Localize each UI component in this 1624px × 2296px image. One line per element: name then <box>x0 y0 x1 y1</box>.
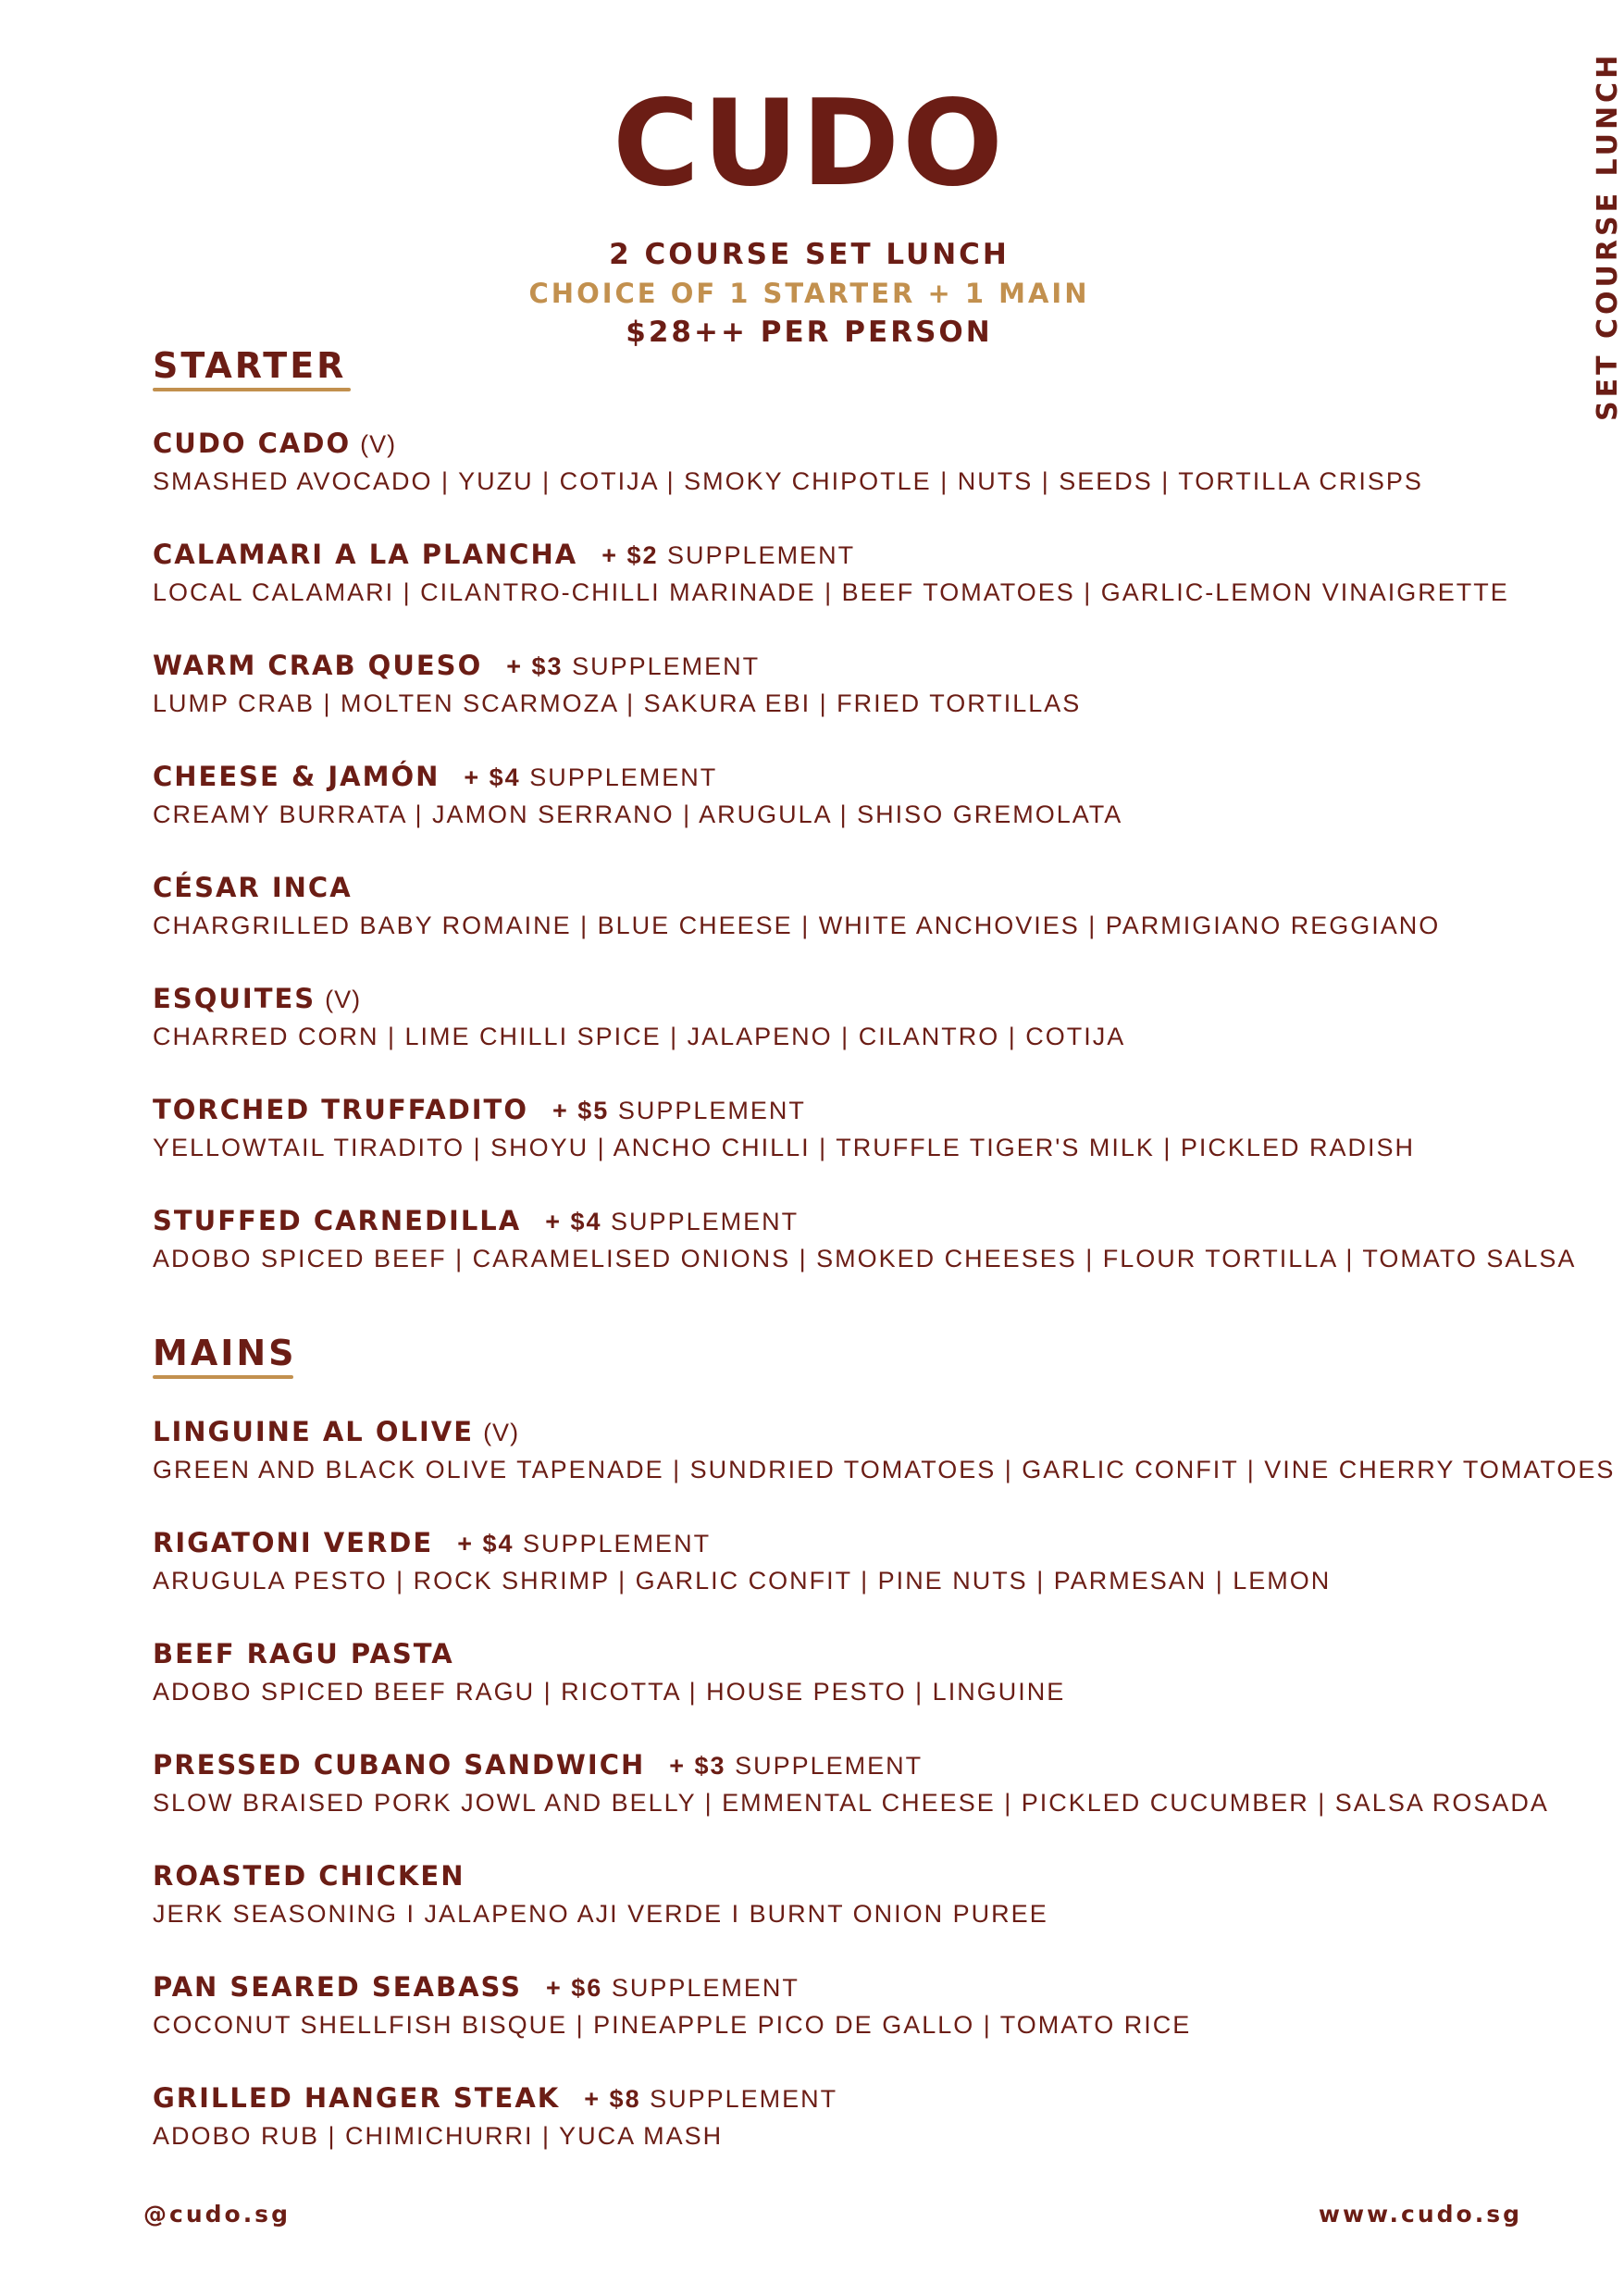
item-name: ROASTED CHICKEN <box>153 1860 465 1892</box>
section-title-starter: STARTER <box>153 345 347 386</box>
side-label: SET COURSE LUNCH <box>1592 51 1624 421</box>
menu-item <box>153 1967 1191 2043</box>
item-description: CHARRED CORN | LIME CHILLI SPICE | JALAPENO | CILANTRO | COTIJA <box>153 1023 1126 1050</box>
item-description: ADOBO SPICED BEEF | CARAMELISED ONIONS | SMOKED CHEESES | FLOUR TORTILLA | TOMATO SALSA <box>153 1245 1577 1272</box>
set-lunch-header <box>0 235 1618 352</box>
item-name: STUFFED CARNEDILLA <box>153 1205 522 1236</box>
item-name: RIGATONI VERDE <box>153 1527 434 1558</box>
item-supplement: + $2 SUPPLEMENT <box>601 541 856 569</box>
course-price: $28++ PER PERSON <box>626 316 993 349</box>
menu-item <box>153 1634 1065 1710</box>
menu-item <box>153 535 1509 611</box>
item-name: CÉSAR INCA <box>153 872 353 903</box>
menu-item <box>153 1745 1549 1821</box>
item-description: SMASHED AVOCADO | YUZU | COTIJA | SMOKY CHIPOTLE | NUTS | SEEDS | TORTILLA CRISPS <box>153 467 1423 495</box>
item-description: GREEN AND BLACK OLIVE TAPENADE | SUNDRIED TOMATOES | GARLIC CONFIT | VINE CHERRY TOMATOES <box>153 1456 1616 1483</box>
item-description: SLOW BRAISED PORK JOWL AND BELLY | EMMENTAL CHEESE | PICKLED CUCUMBER | SALSA ROSADA <box>153 1789 1549 1817</box>
course-choice: CHOICE OF 1 STARTER + 1 MAIN <box>528 278 1090 309</box>
item-name: BEEF RAGU PASTA <box>153 1638 454 1669</box>
menu-item <box>153 1201 1576 1277</box>
menu-item <box>153 424 1423 500</box>
item-name: GRILLED HANGER STEAK <box>153 2082 561 2114</box>
item-supplement: + $4 SUPPLEMENT <box>457 1530 712 1558</box>
item-tag: (V) <box>483 1419 520 1446</box>
item-supplement: + $4 SUPPLEMENT <box>545 1208 800 1235</box>
menu-item <box>153 1412 1615 1488</box>
section-underline <box>153 388 351 391</box>
item-description: ARUGULA PESTO | ROCK SHRIMP | GARLIC CONFIT | PINE NUTS | PARMESAN | LEMON <box>153 1567 1332 1595</box>
menu-item <box>153 1090 1415 1166</box>
item-name: ESQUITES <box>153 983 316 1014</box>
menu-item <box>153 757 1122 833</box>
social-handle-link[interactable]: @cudo.sg <box>143 2201 291 2228</box>
item-description: CREAMY BURRATA | JAMON SERRANO | ARUGULA | SHISO GREMOLATA <box>153 800 1123 828</box>
menu-item <box>153 2079 837 2154</box>
section-title-mains: MAINS <box>153 1333 297 1373</box>
menu-item <box>153 1523 1331 1599</box>
item-supplement: + $4 SUPPLEMENT <box>464 763 718 791</box>
item-supplement: + $3 SUPPLEMENT <box>506 652 761 680</box>
item-tag: (V) <box>325 986 362 1013</box>
item-description: CHARGRILLED BABY ROMAINE | BLUE CHEESE | WHITE ANCHOVIES | PARMIGIANO REGGIANO <box>153 912 1441 939</box>
item-description: COCONUT SHELLFISH BISQUE | PINEAPPLE PICO DE GALLO | TOMATO RICE <box>153 2011 1192 2039</box>
item-description: YELLOWTAIL TIRADITO | SHOYU | ANCHO CHILLI | TRUFFLE TIGER'S MILK | PICKLED RADISH <box>153 1134 1415 1161</box>
item-description: ADOBO RUB | CHIMICHURRI | YUCA MASH <box>153 2122 724 2150</box>
item-supplement: + $6 SUPPLEMENT <box>546 1974 800 2002</box>
item-supplement: + $3 SUPPLEMENT <box>669 1752 924 1780</box>
item-name: LINGUINE AL OLIVE <box>153 1416 475 1447</box>
item-name: CHEESE & JAMÓN <box>153 761 440 792</box>
mains-section-heading <box>153 1333 297 1379</box>
logo: CUDO <box>613 75 1006 213</box>
item-description: JERK SEASONING I JALAPENO AJI VERDE I BURNT ONION PUREE <box>153 1900 1048 1928</box>
menu-item <box>153 1856 1048 1932</box>
item-supplement: + $5 SUPPLEMENT <box>552 1097 806 1124</box>
item-tag: (V) <box>360 430 397 458</box>
course-title: 2 COURSE SET LUNCH <box>609 238 1010 271</box>
menu-item <box>153 646 1081 722</box>
item-name: PRESSED CUBANO SANDWICH <box>153 1749 646 1781</box>
item-name: CUDO CADO <box>153 428 352 459</box>
item-name: CALAMARI A LA PLANCHA <box>153 539 578 570</box>
item-description: ADOBO SPICED BEEF RAGU | RICOTTA | HOUSE PESTO | LINGUINE <box>153 1678 1066 1706</box>
website-link[interactable]: www.cudo.sg <box>1318 2201 1522 2228</box>
item-name: TORCHED TRUFFADITO <box>153 1094 528 1125</box>
item-supplement: + $8 SUPPLEMENT <box>584 2085 838 2113</box>
menu-item <box>153 868 1440 944</box>
starter-section-heading <box>153 345 351 391</box>
item-description: LOCAL CALAMARI | CILANTRO-CHILLI MARINADE | BEEF TOMATOES | GARLIC-LEMON VINAIGRETTE <box>153 578 1509 606</box>
item-description: LUMP CRAB | MOLTEN SCARMOZA | SAKURA EBI | FRIED TORTILLAS <box>153 689 1082 717</box>
menu-item <box>153 979 1125 1055</box>
item-name: PAN SEARED SEABASS <box>153 1971 523 2003</box>
item-name: WARM CRAB QUESO <box>153 650 483 681</box>
section-underline <box>153 1375 293 1379</box>
